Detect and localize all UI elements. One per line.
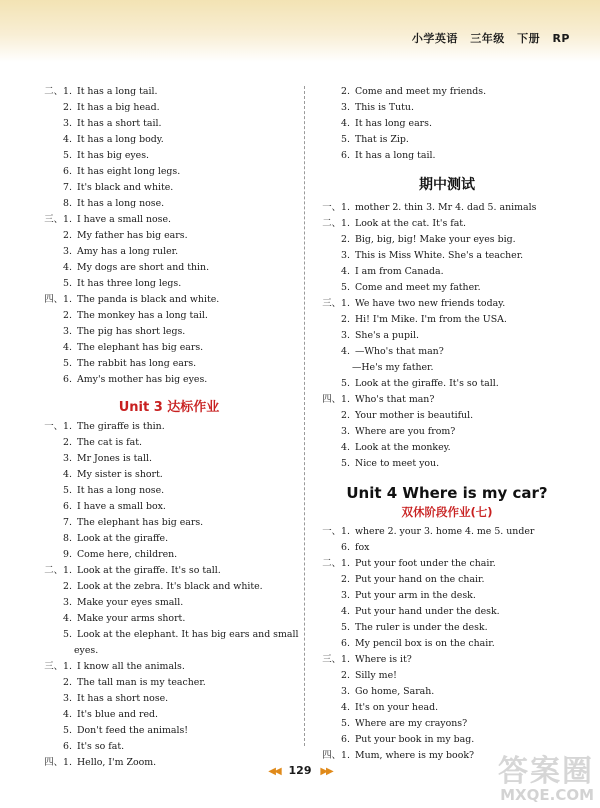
answer-line xyxy=(322,668,572,684)
answer-line xyxy=(44,435,294,451)
answer-text: The monkey has a long tail. xyxy=(76,310,208,321)
answer-text: eyes. xyxy=(74,645,99,656)
answer-text: It has a long tail. xyxy=(76,86,158,97)
answer-text: My sister is short. xyxy=(76,469,163,480)
answer-text: Put your book in my bag. xyxy=(354,734,475,745)
answer-line xyxy=(322,588,572,604)
answer-number: 7. xyxy=(63,517,72,528)
answer-text: Look at the monkey. xyxy=(354,442,451,453)
answer-line xyxy=(44,276,294,292)
prev-arrow-icon: ◀◀ xyxy=(268,766,280,777)
answer-number: 3. xyxy=(341,426,350,437)
answer-line xyxy=(322,424,572,440)
answer-number: 2. xyxy=(341,410,350,421)
answer-line xyxy=(322,392,572,408)
answer-line xyxy=(44,324,294,340)
answer-line xyxy=(44,563,294,579)
section-heading: 期中测试 xyxy=(419,177,475,193)
answer-number: 5. xyxy=(63,629,72,640)
answer-line xyxy=(44,691,294,707)
edition-label: RP xyxy=(552,32,570,45)
answer-text: Put your hand under the desk. xyxy=(354,606,500,617)
answer-text: It has a long tail. xyxy=(354,150,436,161)
answer-text: It has a long nose. xyxy=(76,198,165,209)
answer-number: 3. xyxy=(341,590,350,601)
answer-line xyxy=(322,100,572,116)
answer-line xyxy=(44,451,294,467)
section-heading: Unit 4 Where is my car? xyxy=(346,484,548,502)
answer-line xyxy=(44,100,294,116)
next-arrow-icon: ▶▶ xyxy=(320,766,332,777)
answer-line xyxy=(44,467,294,483)
answer-line xyxy=(322,716,572,732)
answer-line xyxy=(44,308,294,324)
answer-line xyxy=(44,372,294,388)
answer-text: Mr Jones is tall. xyxy=(76,453,152,464)
answer-text: My dogs are short and thin. xyxy=(76,262,210,273)
answer-text: It's black and white. xyxy=(76,182,174,193)
answer-line xyxy=(322,652,572,668)
answer-text: It's blue and red. xyxy=(76,709,159,720)
answer-number: 2. xyxy=(63,437,72,448)
answer-line xyxy=(44,547,294,563)
answer-text: My father has big ears. xyxy=(76,230,188,241)
answer-line xyxy=(44,340,294,356)
answer-text: It has three long legs. xyxy=(76,278,182,289)
answer-number: 5. xyxy=(63,278,72,289)
answer-number: 一、1. xyxy=(322,526,350,537)
answer-text: It has long ears. xyxy=(354,118,432,129)
answer-line xyxy=(44,595,294,611)
answer-number: 3. xyxy=(63,453,72,464)
answer-number: 2. xyxy=(341,314,350,325)
answer-text: Put your foot under the chair. xyxy=(354,558,496,569)
answer-line xyxy=(322,116,572,132)
answer-line xyxy=(322,328,572,344)
answer-text: Look at the giraffe. xyxy=(76,533,169,544)
answer-number: 8. xyxy=(63,533,72,544)
answer-line xyxy=(322,376,572,392)
answer-continuation xyxy=(44,643,294,659)
answer-text: Make your eyes small. xyxy=(76,597,184,608)
answer-text: It has a short nose. xyxy=(76,693,169,704)
answer-text: It's on your head. xyxy=(354,702,439,713)
answer-line xyxy=(44,132,294,148)
answer-line xyxy=(322,636,572,652)
answer-line xyxy=(44,228,294,244)
answer-line xyxy=(322,132,572,148)
answer-number: 2. xyxy=(341,86,350,97)
answer-column-right xyxy=(322,84,572,764)
answer-text: Nice to meet you. xyxy=(354,458,440,469)
answer-line xyxy=(44,244,294,260)
answer-line xyxy=(44,84,294,100)
answer-line xyxy=(322,572,572,588)
answer-line xyxy=(44,499,294,515)
watermark-logo: 答案圈 xyxy=(498,754,594,789)
answer-text: Your mother is beautiful. xyxy=(354,410,474,421)
answer-line xyxy=(44,212,294,228)
page-number: 129 xyxy=(288,764,312,777)
answer-line xyxy=(322,556,572,572)
answer-line xyxy=(322,200,572,216)
answer-text: It's so fat. xyxy=(76,741,125,752)
answer-text: This is Miss White. She's a teacher. xyxy=(354,250,524,261)
book-info xyxy=(404,30,570,46)
answer-line xyxy=(322,700,572,716)
answer-text: Amy has a long ruler. xyxy=(76,246,179,257)
answer-number: 4. xyxy=(341,346,350,357)
answer-text: Look at the elephant. It has big ears and small xyxy=(76,629,299,640)
answer-text: Look at the cat. It's fat. xyxy=(354,218,467,229)
answer-text: It has big eyes. xyxy=(76,150,150,161)
subject-label: 小学英语 xyxy=(411,32,458,45)
answer-number: 四、1. xyxy=(44,294,72,305)
answer-line xyxy=(322,540,572,556)
answer-number: 2. xyxy=(63,581,72,592)
answer-number: 二、1. xyxy=(44,565,72,576)
answer-text: The cat is fat. xyxy=(76,437,142,448)
answer-continuation xyxy=(322,360,572,376)
answer-number: 三、1. xyxy=(44,661,72,672)
answer-number: 6. xyxy=(341,638,350,649)
answer-text: Put your arm in the desk. xyxy=(354,590,476,601)
answer-text: The giraffe is thin. xyxy=(76,421,165,432)
answer-text: It has a long body. xyxy=(76,134,164,145)
answer-number: 二、1. xyxy=(44,86,72,97)
answer-text: The elephant has big ears. xyxy=(76,517,204,528)
answer-text: Look at the zebra. It's black and white. xyxy=(76,581,263,592)
answer-line xyxy=(44,292,294,308)
answer-text: fox xyxy=(354,542,370,553)
answer-line xyxy=(44,180,294,196)
answer-text: I have a small box. xyxy=(76,501,166,512)
answer-text: Where are my crayons? xyxy=(354,718,468,729)
answer-text: The panda is black and white. xyxy=(76,294,220,305)
answer-text: Amy's mother has big eyes. xyxy=(76,374,208,385)
answer-text: Who's that man? xyxy=(354,394,435,405)
answer-number: 2. xyxy=(63,102,72,113)
answer-line xyxy=(322,344,572,360)
answer-line xyxy=(44,164,294,180)
answer-number: 4. xyxy=(63,709,72,720)
answer-text: The ruler is under the desk. xyxy=(354,622,488,633)
answer-line xyxy=(44,356,294,372)
answer-number: 4. xyxy=(63,134,72,145)
answer-text: Come here, children. xyxy=(76,549,178,560)
answer-number: 9. xyxy=(63,549,72,560)
answer-text: Big, big, big! Make your eyes big. xyxy=(354,234,516,245)
answer-number: 5. xyxy=(63,725,72,736)
answer-number: 6. xyxy=(341,734,350,745)
answer-text: Don't feed the animals! xyxy=(76,725,189,736)
answer-number: 6. xyxy=(63,741,72,752)
answer-number: 四、1. xyxy=(322,750,350,761)
answer-line xyxy=(44,531,294,547)
answer-number: 3. xyxy=(341,250,350,261)
answer-line xyxy=(44,419,294,435)
answer-line xyxy=(322,604,572,620)
answer-number: 4. xyxy=(341,606,350,617)
answer-line xyxy=(44,579,294,595)
answer-text: Silly me! xyxy=(354,670,397,681)
answer-text: Make your arms short. xyxy=(76,613,186,624)
answer-text: She's a pupil. xyxy=(354,330,419,341)
answer-number: 3. xyxy=(341,102,350,113)
answer-number: 一、1. xyxy=(44,421,72,432)
answer-line xyxy=(44,260,294,276)
answer-number: 三、1. xyxy=(44,214,72,225)
answer-line xyxy=(322,312,572,328)
answer-line xyxy=(322,524,572,540)
answer-line xyxy=(44,611,294,627)
answer-number: 2. xyxy=(63,310,72,321)
answer-line xyxy=(44,627,299,643)
answer-line xyxy=(44,515,294,531)
answer-text: The pig has short legs. xyxy=(76,326,186,337)
column-divider xyxy=(304,86,305,746)
answer-number: 6. xyxy=(63,501,72,512)
term-label: 下册 xyxy=(517,32,541,45)
answer-number: 4. xyxy=(341,702,350,713)
answer-number: 4. xyxy=(341,266,350,277)
answer-line xyxy=(44,707,294,723)
answer-number: 2. xyxy=(63,230,72,241)
grade-label: 三年级 xyxy=(470,32,505,45)
answer-line xyxy=(44,148,294,164)
answer-line xyxy=(44,196,294,212)
answer-number: 5. xyxy=(63,485,72,496)
answer-text: It has eight long legs. xyxy=(76,166,181,177)
answer-text: Put your hand on the chair. xyxy=(354,574,485,585)
answer-text: It has a long nose. xyxy=(76,485,165,496)
answer-number: 3. xyxy=(341,330,350,341)
answer-line xyxy=(322,232,572,248)
answer-line xyxy=(322,148,572,164)
answer-line xyxy=(44,723,294,739)
answer-line xyxy=(44,116,294,132)
answer-number: 5. xyxy=(63,358,72,369)
answer-number: 3. xyxy=(341,686,350,697)
answer-number: 4. xyxy=(63,469,72,480)
answer-number: 6. xyxy=(341,542,350,553)
watermark-site: MXQE.COM xyxy=(500,786,594,804)
answer-number: 4. xyxy=(63,613,72,624)
answer-text: —He's my father. xyxy=(352,362,434,373)
answer-number: 5. xyxy=(63,150,72,161)
answer-text: Come and meet my father. xyxy=(354,282,481,293)
answer-number: 4. xyxy=(341,442,350,453)
answer-number: 6. xyxy=(63,166,72,177)
answer-line xyxy=(44,739,294,755)
answer-number: 7. xyxy=(63,182,72,193)
answer-number: 3. xyxy=(63,326,72,337)
answer-text: It has a big head. xyxy=(76,102,160,113)
answer-line xyxy=(322,456,572,472)
answer-number: 3. xyxy=(63,118,72,129)
answer-text: —Who's that man? xyxy=(354,346,444,357)
answer-number: 3. xyxy=(63,597,72,608)
answer-number: 6. xyxy=(63,374,72,385)
answer-text: Look at the giraffe. It's so tall. xyxy=(354,378,499,389)
answer-text: Where is it? xyxy=(354,654,412,665)
answer-text: This is Tutu. xyxy=(354,102,414,113)
answer-number: 6. xyxy=(341,150,350,161)
answer-number: 三、1. xyxy=(322,298,350,309)
answer-text: I am from Canada. xyxy=(354,266,444,277)
answer-text: where 2. your 3. home 4. me 5. under xyxy=(354,526,535,537)
answer-text: Hello, I'm Zoom. xyxy=(76,757,157,768)
answer-number: 三、1. xyxy=(322,654,350,665)
answer-line xyxy=(322,84,572,100)
answer-line xyxy=(322,684,572,700)
answer-line xyxy=(44,675,294,691)
answer-line xyxy=(322,296,572,312)
section-heading: 双休阶段作业(七) xyxy=(401,505,493,519)
answer-line xyxy=(44,483,294,499)
answer-text: We have two new friends today. xyxy=(354,298,506,309)
answer-text: I know all the animals. xyxy=(76,661,185,672)
answer-line xyxy=(322,280,572,296)
answer-line xyxy=(322,440,572,456)
answer-line xyxy=(322,248,572,264)
answer-text: I have a small nose. xyxy=(76,214,171,225)
answer-number: 3. xyxy=(63,693,72,704)
answer-number: 4. xyxy=(341,118,350,129)
answer-line xyxy=(322,216,572,232)
answer-text: Go home, Sarah. xyxy=(354,686,435,697)
answer-number: 2. xyxy=(341,670,350,681)
answer-text: mother 2. thin 3. Mr 4. dad 5. animals xyxy=(354,202,537,213)
answer-column-left xyxy=(44,84,299,771)
answer-number: 5. xyxy=(341,282,350,293)
answer-number: 5. xyxy=(341,718,350,729)
answer-number: 5. xyxy=(341,378,350,389)
answer-text: The elephant has big ears. xyxy=(76,342,204,353)
answer-line xyxy=(44,659,294,675)
answer-number: 2. xyxy=(341,574,350,585)
watermark xyxy=(498,746,594,804)
answer-number: 2. xyxy=(341,234,350,245)
answer-text: Hi! I'm Mike. I'm from the USA. xyxy=(354,314,507,325)
answer-text: It has a short tail. xyxy=(76,118,162,129)
answer-text: Mum, where is my book? xyxy=(354,750,475,761)
answer-number: 5. xyxy=(341,134,350,145)
answer-number: 2. xyxy=(63,677,72,688)
answer-number: 5. xyxy=(341,622,350,633)
answer-text: Where are you from? xyxy=(354,426,456,437)
answer-line xyxy=(322,620,572,636)
answer-number: 3. xyxy=(63,246,72,257)
answer-text: My pencil box is on the chair. xyxy=(354,638,495,649)
answer-line xyxy=(322,408,572,424)
answer-number: 四、1. xyxy=(44,757,72,768)
answer-number: 一、1. xyxy=(322,202,350,213)
answer-text: That is Zip. xyxy=(354,134,409,145)
answer-text: Come and meet my friends. xyxy=(354,86,487,97)
answer-line xyxy=(322,264,572,280)
answer-number: 四、1. xyxy=(322,394,350,405)
answer-number: 4. xyxy=(63,262,72,273)
answer-number: 4. xyxy=(63,342,72,353)
section-heading: Unit 3 达标作业 xyxy=(118,400,220,415)
answer-number: 二、1. xyxy=(322,218,350,229)
answer-text: The rabbit has long ears. xyxy=(76,358,197,369)
answer-number: 5. xyxy=(341,458,350,469)
answer-number: 二、1. xyxy=(322,558,350,569)
answer-text: Look at the giraffe. It's so tall. xyxy=(76,565,221,576)
answer-text: The tall man is my teacher. xyxy=(76,677,206,688)
answer-number: 8. xyxy=(63,198,72,209)
